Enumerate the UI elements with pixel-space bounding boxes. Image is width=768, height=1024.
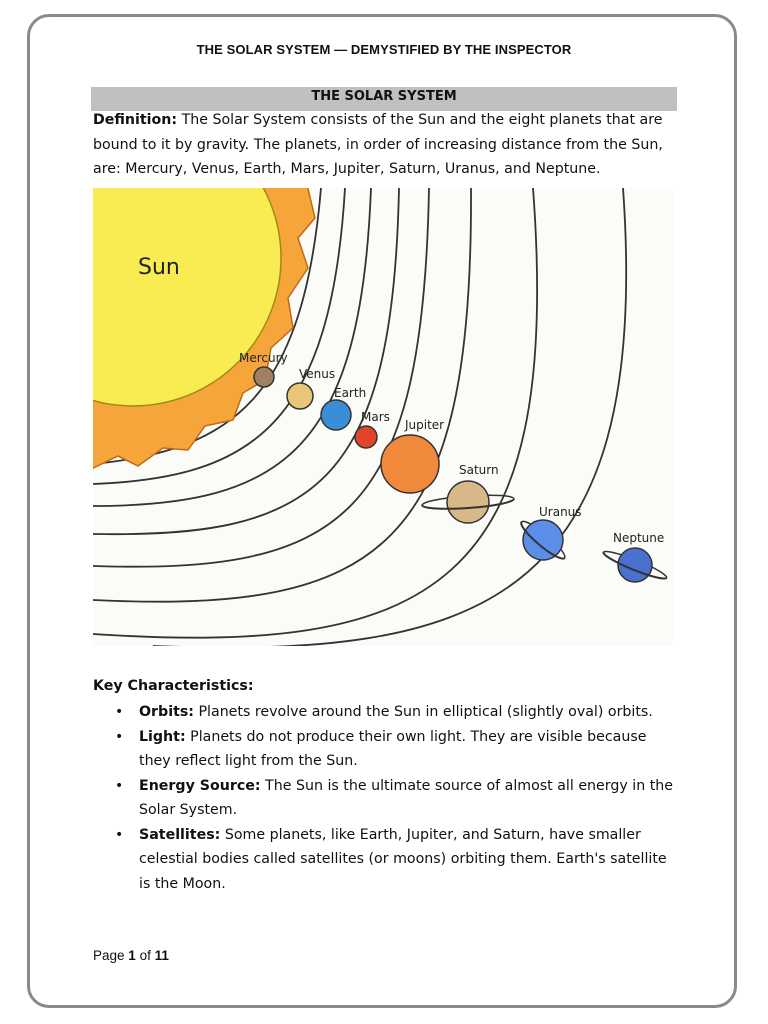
planet-body — [254, 367, 274, 387]
planet-label: Earth — [334, 386, 367, 400]
planet-label: Neptune — [613, 531, 665, 545]
total-pages: 11 — [154, 948, 169, 963]
item-label: Light: — [139, 728, 186, 745]
characteristics-list — [93, 700, 673, 896]
item-text: Planets revolve around the Sun in elliptical (slightly oval) orbits. — [198, 704, 653, 720]
planet-body — [355, 426, 377, 448]
definition-label: Definition: — [93, 112, 178, 128]
planet-label: Saturn — [459, 463, 499, 477]
item-label: Orbits: — [139, 704, 194, 720]
page-label: Page — [93, 948, 125, 963]
bullet-icon: • — [115, 704, 124, 720]
planet-label: Venus — [299, 367, 336, 381]
sun-label: Sun — [138, 255, 180, 280]
item-text: The Sun is the ultimate source of almost all energy in the Solar System. — [139, 777, 673, 818]
list-item — [93, 700, 673, 725]
item-label: Satellites: — [139, 826, 221, 843]
planet-body — [523, 520, 563, 560]
page-footer — [93, 948, 169, 963]
bullet-icon: • — [115, 777, 124, 794]
planet-body — [447, 481, 489, 523]
bullet-icon: • — [115, 826, 124, 843]
list-item — [93, 725, 673, 774]
key-characteristics-title: Key Characteristics: — [93, 678, 254, 694]
current-page: 1 — [128, 948, 136, 963]
definition-text: The Solar System consists of the Sun and the eight planets that are bound to it by gravity. The planets, in order of increasing distance from the Sun, are: Mercury, Venus, Earth, Mars, Jupiter, Saturn, Uranus, and Neptune. — [93, 112, 663, 177]
definition-paragraph — [93, 108, 673, 182]
item-text: Planets do not produce their own light. They are visible because they reflect light from the Sun. — [139, 728, 647, 769]
planet-label: Mercury — [239, 351, 288, 365]
planet-label: Jupiter — [405, 418, 445, 432]
planet-body — [381, 435, 439, 493]
document-header: THE SOLAR SYSTEM — DEMYSTIFIED BY THE INSPECTOR — [196, 42, 572, 57]
page-of: of — [139, 948, 151, 963]
item-text: Some planets, like Earth, Jupiter, and Saturn, have smaller celestial bodies called satellites (or moons) orbiting them. Earth's satellite is the Moon. — [139, 826, 667, 892]
planet-label: Mars — [361, 410, 390, 424]
planet-body — [321, 400, 351, 430]
item-label: Energy Source: — [139, 777, 261, 794]
bullet-icon: • — [115, 728, 124, 745]
planet-label: Uranus — [539, 505, 582, 519]
planet-body — [287, 383, 313, 409]
section-title: THE SOLAR SYSTEM — [91, 87, 677, 111]
solar-system-svg — [93, 188, 673, 646]
list-item — [93, 774, 673, 823]
solar-system-illustration — [93, 188, 673, 646]
list-item — [93, 823, 673, 897]
